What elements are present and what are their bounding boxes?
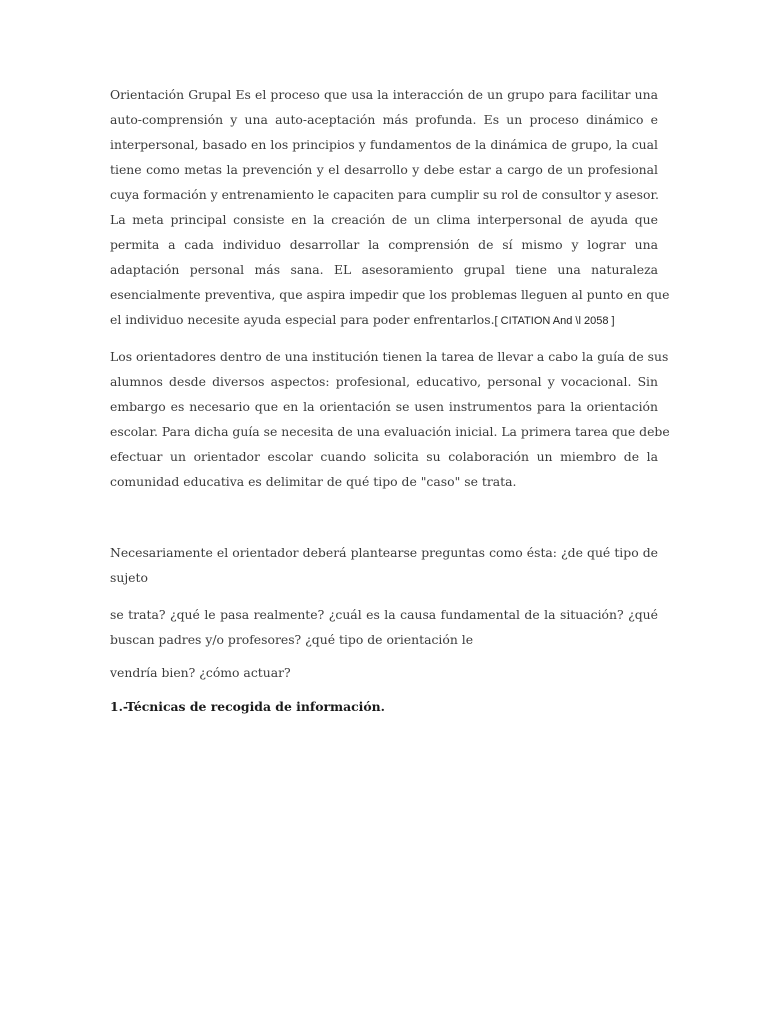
- paragraph-line: sujeto: [110, 570, 148, 585]
- paragraph-line: interpersonal, basado en los principios y fundamentos de la dinámica de grupo, la cual: [110, 137, 658, 152]
- paragraph-line: Orientación Grupal Es el proceso que usa la interacción de un grupo para facilitar una: [110, 87, 658, 102]
- paragraph-line: vendría bien? ¿cómo actuar?: [110, 665, 291, 680]
- paragraph-line: comunidad educativa es delimitar de qué tipo de "caso" se trata.: [110, 474, 517, 489]
- paragraph-line: adaptación personal más sana. EL asesoramiento grupal tiene una naturaleza: [110, 262, 658, 277]
- paragraph-line: escolar. Para dicha guía se necesita de una evaluación inicial. La primera tarea que debe: [110, 424, 670, 439]
- paragraph-orientacion-grupal: [110, 82, 670, 334]
- paragraph-preguntas-continuacion: [110, 602, 658, 652]
- paragraph-line: embargo es necesario que en la orientación se usen instrumentos para la orientación: [110, 399, 658, 414]
- paragraph-line: permita a cada individuo desarrollar la comprensión de sí mismo y lograr una: [110, 237, 658, 252]
- paragraph-line: tiene como metas la prevención y el desarrollo y debe estar a cargo de un profesional: [110, 162, 658, 177]
- paragraph-line: Necesariamente el orientador deberá plantearse preguntas como ésta: ¿de qué tipo de: [110, 545, 658, 560]
- paragraph-line: cuya formación y entrenamiento le capaciten para cumplir su rol de consultor y asesor.: [110, 187, 659, 202]
- paragraph-line: efectuar un orientador escolar cuando solicita su colaboración un miembro de la: [110, 449, 658, 464]
- paragraph-line-text: el individuo necesite ayuda especial para poder enfrentarlos.: [110, 312, 495, 327]
- paragraph-como-actuar: [110, 660, 658, 685]
- paragraph-line: se trata? ¿qué le pasa realmente? ¿cuál es la causa fundamental de la situación? ¿qué: [110, 607, 658, 622]
- paragraph-last-line: [110, 307, 658, 334]
- paragraph-line: Los orientadores dentro de una institución tienen la tarea de llevar a cabo la guía de sus: [110, 349, 669, 364]
- paragraph-line: buscan padres y/o profesores? ¿qué tipo de orientación le: [110, 632, 474, 647]
- citation-field: [ CITATION And \l 2058 ]: [494, 315, 615, 327]
- paragraph-line: alumnos desde diversos aspectos: profesional, educativo, personal y vocacional. Sin: [110, 374, 658, 389]
- paragraph-preguntas: [110, 540, 658, 590]
- paragraph-line: esencialmente preventiva, que aspira impedir que los problemas lleguen al punto en que: [110, 287, 670, 302]
- paragraph-orientadores: [110, 344, 670, 494]
- section-heading: 1.-Técnicas de recogida de información.: [110, 699, 385, 714]
- paragraph-line: auto-comprensión y una auto-aceptación más profunda. Es un proceso dinámico e: [110, 112, 658, 127]
- paragraph-line: La meta principal consiste en la creación de un clima interpersonal de ayuda que: [110, 212, 658, 227]
